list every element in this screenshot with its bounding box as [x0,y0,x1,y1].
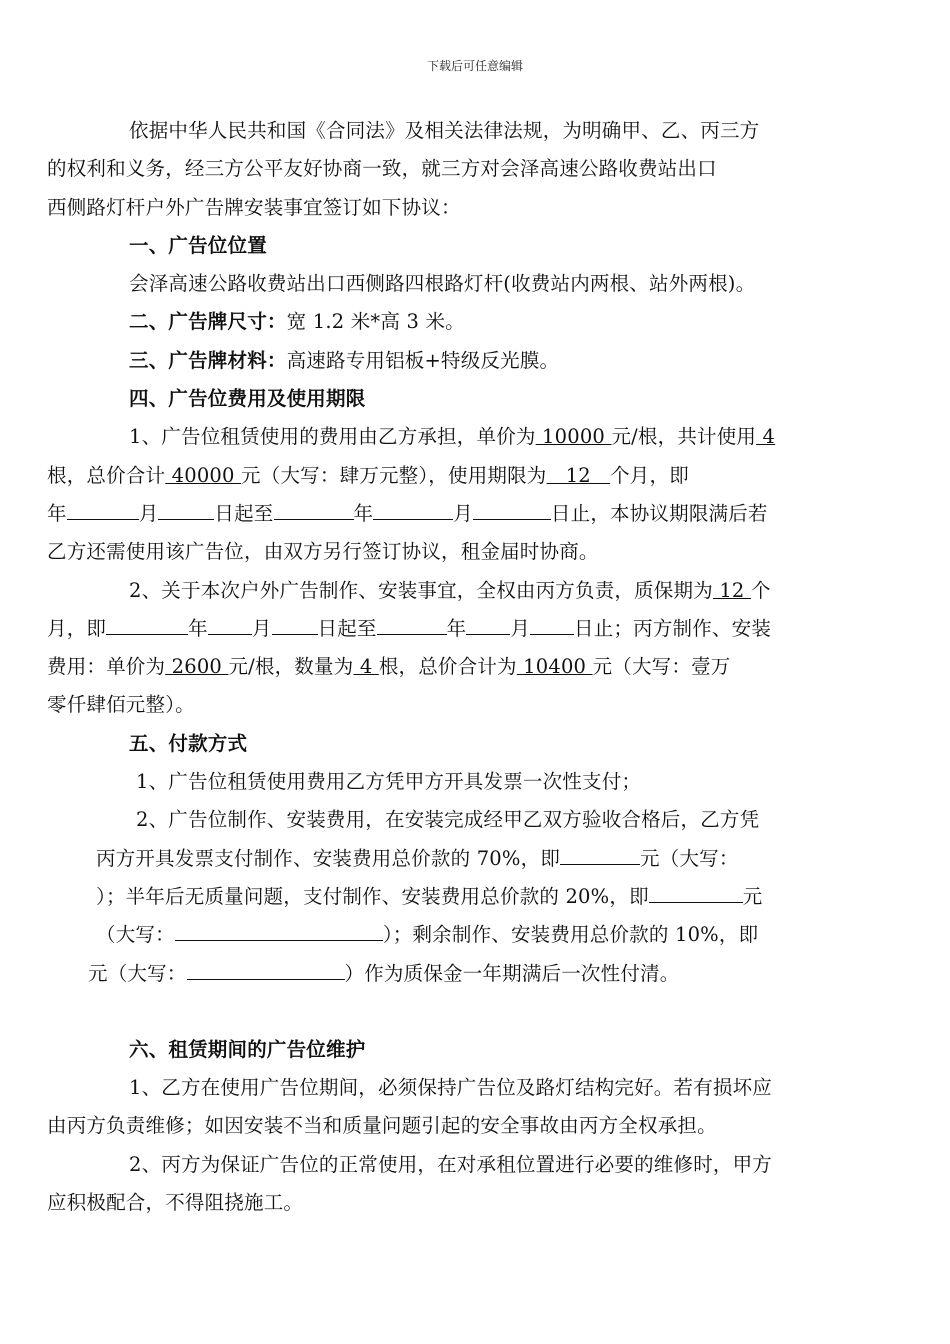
s4i2-end-text: 日止；丙方制作、安装 [574,616,772,640]
s4i1-end-text: 日止，本协议期限满后若 [550,501,768,525]
spacer [88,993,864,1031]
warranty-end-day-blank[interactable] [530,618,574,635]
s4i1-text-b: 元/根，共计使用 [611,425,757,449]
payment-10-words-blank[interactable] [187,963,345,980]
months-value: 12 [546,463,611,487]
s4i2-text-d1: 费用：单价为 [47,655,166,679]
s5i2-text-d2: ）；剩余制作、安装费用总价款的 10%，即 [382,923,759,947]
s5i2-text-c1: ）；半年后无质量问题，支付制作、安装费用总价款的 20%，即 [96,884,649,908]
s4i2-text-d2: 元/根，数量为 [228,655,354,679]
s4i2-text-a: 2、关于本次户外广告制作、安装事宜，全权由丙方负责，质保期为 [129,578,713,602]
s5i2-text-c2: 元 [742,884,763,908]
s4i2-text-e: 零仟肆佰元整）。 [47,693,195,717]
install-quantity-value: 4 [353,655,379,679]
warranty-start-month-blank[interactable] [208,618,252,635]
s5i2-text-d1: （大写： [96,923,175,947]
section-3-text: 高速路专用铝板+特级反光膜。 [286,348,560,372]
s6i2-line-1: 2、丙方为保证广告位的正常使用，在对承租位置进行必要的维修时，甲方 [129,1152,773,1176]
s6i1-line-1: 1、乙方在使用广告位期间，必须保持广告位及路灯结构完好。若有损坏应 [129,1076,773,1100]
s4i2-month-label: 月 [251,616,272,640]
s4i2-year-label: 年 [188,616,208,640]
intro-line-2: 的权利和义务，经三方公平友好协商一致，就三方对会泽高速公路收费站出口 [47,157,717,181]
s4i2-end-year-label: 年 [446,616,467,640]
s5i2-text-b1: 丙方开具发票支付制作、安装费用总价款的 70%，即 [96,846,561,870]
pole-count-value: 4 [756,425,776,449]
s4i1-text-c: 根，总价合计 [47,463,166,487]
s4i1-text-g: 乙方还需使用该广告位，由双方另行签订协议，租金届时协商。 [47,540,599,564]
section-4-item-2 [47,572,864,725]
s4i1-end-month-label: 月 [453,501,473,525]
s4i2-end-month-label: 月 [510,616,531,640]
contract-body [47,112,864,1222]
end-day-blank[interactable] [473,503,551,520]
warranty-value: 12 [712,578,751,602]
s4i1-month-label: 月 [138,501,159,525]
header-note: 下载后可任意编辑 [426,59,523,73]
s4i1-from-label: 日起至 [214,501,274,525]
s4i1-end-year-label: 年 [353,501,374,525]
section-2 [88,303,864,341]
s5i2-text-e1: 元（大写： [88,961,187,985]
warranty-start-day-blank[interactable] [272,618,318,635]
section-2-title: 二、广告牌尺寸： [129,310,287,334]
section-1-text: 会泽高速公路收费站出口西侧路四根路灯杆(收费站内两根、站外两根)。 [129,272,756,296]
s6i2-line-2: 应积极配合，不得阻挠施工。 [47,1191,304,1215]
s5i2-text-b2: 元（大写： [640,846,739,870]
s5i2-text-e2: ）作为质保金一年期满后一次性付清。 [344,961,680,985]
section-6-item-2 [47,1146,864,1223]
install-total-value: 10400 [516,655,593,679]
intro-paragraph [47,112,864,227]
section-6-title: 六、租赁期间的广告位维护 [129,1037,366,1061]
s4i2-text-d3: 根，总价合计为 [378,655,517,679]
total-price-value: 40000 [165,463,242,487]
s4i2-from-label: 日起至 [317,616,377,640]
section-6-item-1 [47,1069,864,1146]
s4i2-text-c1: 月，即 [47,616,107,640]
end-year-blank[interactable] [274,503,354,520]
start-month-blank[interactable] [67,503,139,520]
section-1-title: 一、广告位位置 [129,233,267,257]
payment-20-amount-blank[interactable] [649,886,743,903]
warranty-end-month-blank[interactable] [466,618,510,635]
section-3-title: 三、广告牌材料： [129,348,287,372]
payment-70-amount-blank[interactable] [560,848,640,865]
section-4-title: 四、广告位费用及使用期限 [129,387,366,411]
intro-line-1: 依据中华人民共和国《合同法》及相关法律法规，为明确甲、乙、丙三方 [129,119,760,142]
s4i2-text-b: 个 [750,578,771,602]
unit-price-value: 10000 [535,425,612,449]
section-3 [88,342,864,380]
s5i2-text-a: 2、广告位制作、安装费用，在安装完成经甲乙双方验收合格后，乙方凭 [136,808,760,832]
section-5-title: 五、付款方式 [129,731,248,755]
s4i2-text-d4: 元（大写：壹万 [592,655,731,679]
warranty-start-year-blank[interactable] [106,618,188,635]
start-day-blank[interactable] [158,503,214,520]
section-2-text: 宽 1.2 米*高 3 米。 [286,310,465,334]
warranty-end-year-blank[interactable] [377,618,447,635]
end-month-blank[interactable] [373,503,453,520]
s4i1-text-e: 个月，即 [610,463,689,487]
s4i1-text-d: 元（大写：肆万元整），使用期限为 [241,463,547,487]
s4i1-text-a: 1、广告位租赁使用的费用由乙方承担，单价为 [129,425,536,449]
section-5-item-1: 1、广告位租赁使用费用乙方凭甲方开具发票一次性支付； [136,770,642,794]
section-4-item-1 [47,418,864,571]
intro-line-3: 西侧路灯杆户外广告牌安装事宜签订如下协议： [47,195,461,219]
install-unit-price-value: 2600 [165,655,229,679]
section-5-item-2 [88,801,864,992]
s4i1-year-label: 年 [47,501,67,525]
payment-20-words-blank[interactable] [175,924,383,941]
s6i1-line-2: 由丙方负责维修；如因安装不当和质量问题引起的安全事故由丙方全权承担。 [47,1114,717,1138]
